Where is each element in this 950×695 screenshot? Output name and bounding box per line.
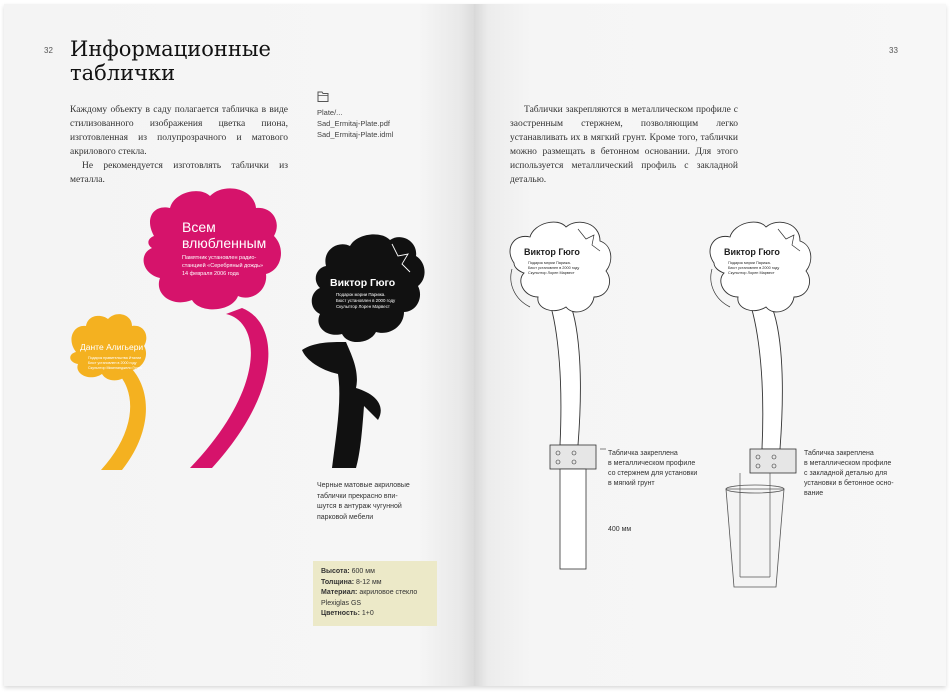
ground-caption-3: со стержнем для установки [608, 470, 698, 477]
outline-stem [546, 294, 580, 445]
right-page [474, 4, 946, 686]
file-item[interactable]: Sad_Ermitaj-Plate.pdf [317, 119, 390, 128]
magenta-sign-title-2: влюбленным [182, 235, 267, 251]
right-paragraph: Таблички закрепляются в металлическом профиле с заостренным стержнем, позволяющим легко устанавливать их в мягкий грунт. Кроме того, таблички можно размещать в бетонном основании. Для этого используется металлический профиль с закладной деталью. [510, 105, 738, 185]
page-title [70, 37, 290, 85]
page-number-right: 33 [889, 46, 898, 55]
rod-length-label: 400 мм [608, 526, 632, 533]
page-number-left: 32 [44, 46, 53, 55]
ground-rod [560, 469, 586, 569]
svg-text:Бюст установлен в 2000 году: Бюст установлен в 2000 году [728, 266, 780, 270]
booklet-spread [4, 4, 946, 686]
spec-row: Толщина: 8-12 мм [321, 578, 382, 586]
title-line-2: таблички [70, 61, 176, 85]
yellow-sign-stem [101, 369, 146, 470]
mounting-illustrations [474, 199, 946, 599]
sign-illustrations [4, 174, 474, 474]
outline-sign-body-2: Бюст установлен в 2000 году [528, 266, 580, 270]
concrete-caption-5: вание [804, 490, 824, 497]
black-sign-body-1: Подарок мэрии Парижа. [336, 292, 386, 297]
outline-sign-title: Виктор Гюго [524, 247, 580, 257]
spec-row: Plexiglas GS [321, 599, 362, 607]
magenta-sign-body-1: Памятник установлен радио- [182, 255, 257, 261]
yellow-sign-title: Данте Алигьери [80, 342, 144, 352]
svg-text:Скульптор Лорен Марвест: Скульптор Лорен Марвест [728, 271, 775, 275]
outline-sign-body-3: Скульптор Лорен Марвест [528, 271, 575, 275]
folder-icon [317, 90, 329, 103]
ground-mount-sign [510, 222, 697, 569]
file-item[interactable]: Sad_Ermitaj-Plate.idml [317, 130, 394, 139]
concrete-caption-3: с закладной деталью для [804, 470, 888, 477]
magenta-sign-stem [190, 308, 268, 468]
intro-note: Не рекомендуется изготовлять таблички из металла. [70, 161, 288, 185]
ground-caption-4: в мягкий грунт [608, 480, 655, 487]
svg-text:Подарок мэрии Парижа.: Подарок мэрии Парижа. [728, 261, 771, 265]
black-sign-stem [302, 342, 381, 468]
file-item[interactable]: Plate/... [317, 108, 343, 117]
concrete-caption-1: Табличка закреплена [804, 450, 874, 457]
yellow-sign-body-1: Подарок правительства Италии [88, 356, 142, 360]
black-sign-body-2: Бюст установлен в 2000 году [336, 298, 396, 303]
outline-sign-title-2: Виктор Гюго [724, 247, 780, 257]
spec-box [313, 561, 437, 626]
spec-row: Высота: 600 мм [321, 568, 375, 575]
magenta-sign-title-1: Всем [182, 219, 216, 235]
black-sign-title: Виктор Гюго [330, 277, 396, 289]
concrete-caption-4: установки в бетонное осно- [804, 480, 894, 487]
yellow-sign-body-2: Бюст установлен в 2000 году [88, 361, 137, 365]
title-line-1: Информационные [70, 37, 271, 61]
intro-paragraph: Каждому объекту в саду полагается табличка в виде стилизованного изображения цветка пиона, изготовленная из полупрозрачного и матового акрилового стекла. Не рекомендуется изготовлять таблички из металла. [70, 105, 288, 185]
magenta-sign-body-2: станцией «Серебряный дождь» [182, 263, 264, 269]
concrete-mount-sign [710, 222, 894, 587]
ground-caption-1: Табличка закреплена [608, 450, 678, 457]
left-page [4, 4, 474, 686]
metal-profile [550, 445, 596, 469]
file-list [317, 107, 393, 140]
concrete-base [726, 489, 784, 587]
black-sign-caption: Черные матовые акриловые таблички прекрасно впи- шутся в антураж чугунной парковой мебели [317, 482, 410, 521]
yellow-sign-body-3: Скульптор Микеланджело Гуэра [88, 366, 142, 370]
concrete-caption-2: в металлическом профиле [804, 460, 892, 467]
magenta-sign-body-3: 14 февраля 2006 года [182, 271, 239, 277]
spec-row: Цветность: 1+0 [321, 610, 374, 617]
ground-caption-2: в металлическом профиле [608, 460, 696, 467]
black-sign-body-3: Скульптор Лорен Марвест [336, 304, 390, 309]
spec-row: Материал: акриловое стекло [321, 589, 418, 596]
outline-sign-body-1: Подарок мэрии Парижа. [528, 261, 571, 265]
